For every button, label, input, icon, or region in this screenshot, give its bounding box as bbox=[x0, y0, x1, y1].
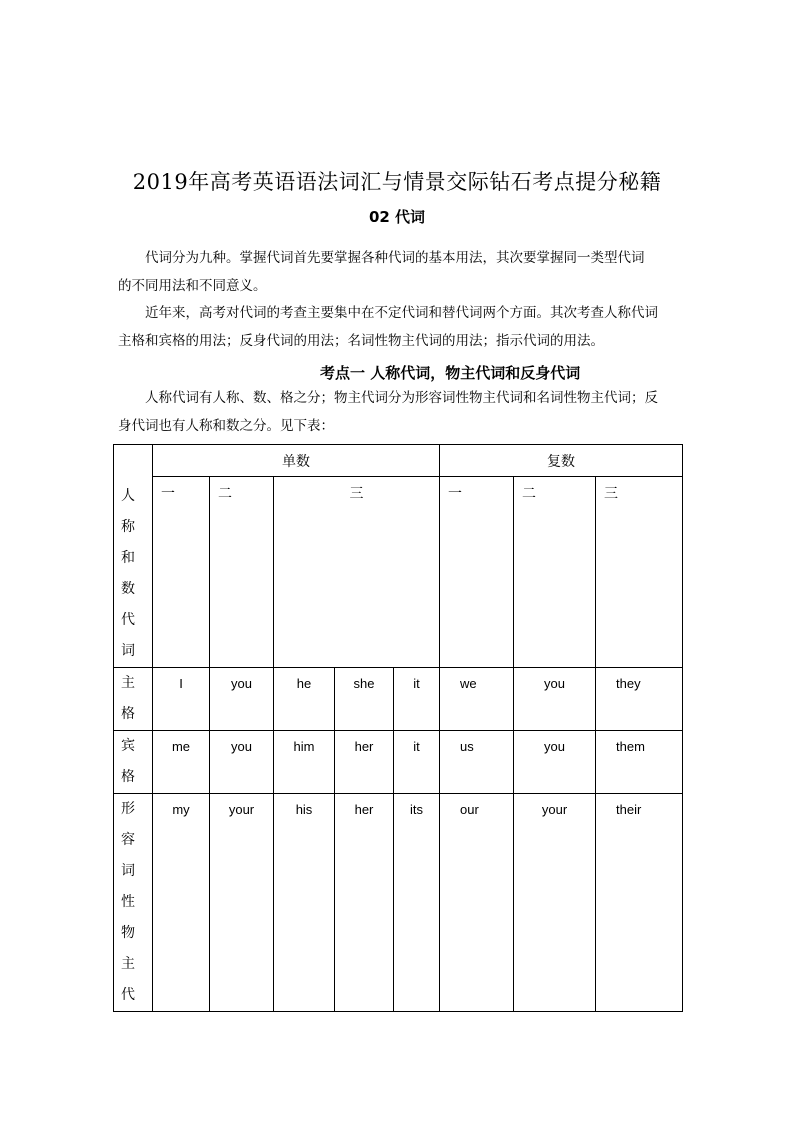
paragraph-line: 人称代词有人称、数、格之分；物主代词分为形容词性物主代词和名词性物主代词；反 bbox=[145, 390, 658, 406]
table-cell: her bbox=[335, 794, 394, 1012]
table-cell: he bbox=[274, 668, 335, 731]
table-cell: your bbox=[514, 794, 596, 1012]
table-row-adj-possessive bbox=[114, 794, 683, 1012]
header-plural: 复数 bbox=[440, 445, 683, 477]
paragraph-table-intro bbox=[118, 384, 680, 440]
table-cell: them bbox=[596, 731, 683, 794]
row-label-object: 宾格 bbox=[114, 731, 153, 794]
table-cell: him bbox=[274, 731, 335, 794]
table-cell: you bbox=[514, 668, 596, 731]
table-cell: it bbox=[394, 668, 440, 731]
section-heading: 考点一 人称代词，物主代词和反身代词 bbox=[320, 364, 581, 382]
paragraph-intro bbox=[118, 244, 680, 300]
row-label-subject: 主格 bbox=[114, 668, 153, 731]
table-cell: she bbox=[335, 668, 394, 731]
person-third-plural: 三 bbox=[596, 477, 683, 668]
person-third-singular: 三 bbox=[274, 477, 440, 668]
table-cell: her bbox=[335, 731, 394, 794]
page-title: 2019年高考英语语法词汇与情景交际钻石考点提分秘籍 bbox=[132, 170, 662, 194]
table-cell: its bbox=[394, 794, 440, 1012]
table-cell: your bbox=[210, 794, 274, 1012]
table-cell: my bbox=[153, 794, 210, 1012]
paragraph-line: 的不同用法和不同意义。 bbox=[118, 278, 267, 294]
person-first-singular: 一 bbox=[153, 477, 210, 668]
header-singular: 单数 bbox=[153, 445, 440, 477]
row-label-adj-possessive: 形容词性物主代 bbox=[114, 794, 153, 1012]
paragraph-line: 代词分为九种。掌握代词首先要掌握各种代词的基本用法，其次要掌握同一类型代词 bbox=[145, 250, 645, 266]
table-row-object bbox=[114, 731, 683, 794]
section-subtitle: 02 代词 bbox=[368, 208, 426, 226]
pronoun-table bbox=[113, 444, 683, 1012]
table-cell: his bbox=[274, 794, 335, 1012]
table-cell: we bbox=[440, 668, 514, 731]
person-first-plural: 一 bbox=[440, 477, 514, 668]
table-cell: they bbox=[596, 668, 683, 731]
table-cell: it bbox=[394, 731, 440, 794]
row-label-person-number bbox=[114, 445, 153, 668]
table-cell: I bbox=[153, 668, 210, 731]
table-row-subject bbox=[114, 668, 683, 731]
paragraph-line: 主格和宾格的用法；反身代词的用法；名词性物主代词的用法；指示代词的用法。 bbox=[118, 333, 604, 349]
paragraph-line: 身代词也有人称和数之分。见下表： bbox=[118, 418, 334, 434]
table-cell: our bbox=[440, 794, 514, 1012]
person-second-plural: 二 bbox=[514, 477, 596, 668]
table-cell: me bbox=[153, 731, 210, 794]
row-label-text: 人称和数代词 bbox=[121, 488, 135, 659]
person-second-singular: 二 bbox=[210, 477, 274, 668]
table-cell: their bbox=[596, 794, 683, 1012]
table-cell: you bbox=[210, 668, 274, 731]
table-cell: you bbox=[210, 731, 274, 794]
paragraph-trends bbox=[118, 299, 680, 355]
paragraph-line: 近年来，高考对代词的考查主要集中在不定代词和替代词两个方面。其次考查人称代词 bbox=[145, 305, 658, 321]
table-cell: us bbox=[440, 731, 514, 794]
table-cell: you bbox=[514, 731, 596, 794]
